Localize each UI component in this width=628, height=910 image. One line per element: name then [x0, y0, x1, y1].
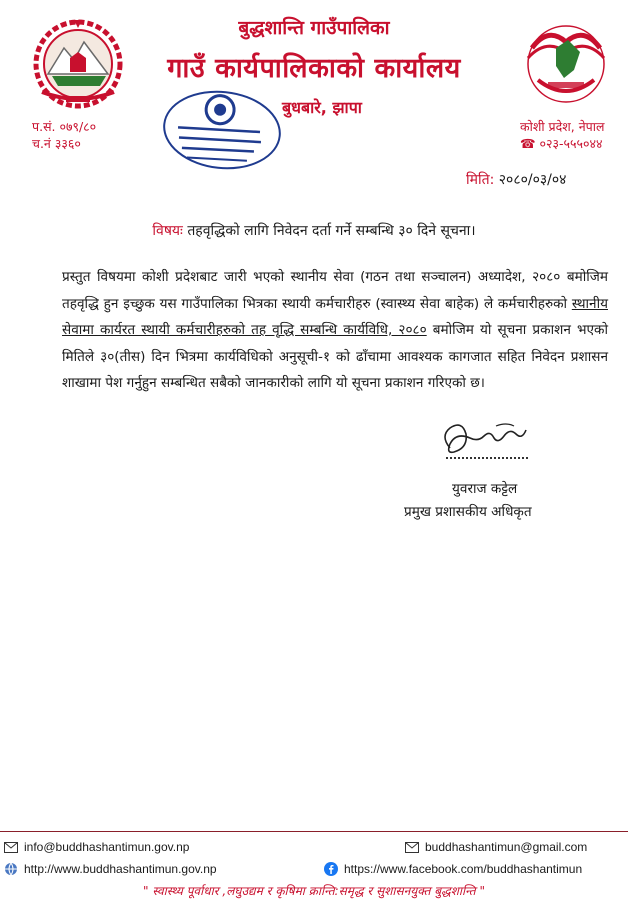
website-link[interactable]: http://www.buddhashantimun.gov.np — [24, 862, 217, 876]
office-stamp-icon — [156, 82, 288, 179]
footer-gmail — [405, 840, 587, 854]
subject-label: विषयः — [152, 223, 183, 239]
globe-icon — [4, 862, 18, 876]
date-label: मिति: — [466, 172, 495, 188]
footer-slogan: " स्वास्थ्य पूर्वाधार ,लघुउद्यम र कृषिमा क्रान्ति:समृद्ध र सुशासनयुक्त बुद्धशान्ति " — [143, 884, 485, 898]
footer-email — [4, 840, 189, 854]
mail-icon — [4, 842, 18, 853]
body-part-3: बमोजिम यो सूचना प्रकाशन भएको मितिले ३०(तीस) दिन भित्रमा कार्यविधिको अनुसूची-१ को ढाँचामा आवश्यक कागजात सहित निवेदन प्रशासन शाखामा पेश गर्नुहुन सम्बन्धित सबैको जानकारीको लागि यो सूचना प्रकाशन गरिएको छ। — [62, 322, 608, 391]
dispatch-number: च.नं ३३६० — [32, 136, 81, 151]
footer-divider — [0, 831, 628, 832]
municipality-name: बुद्धशान्ति गाउँपालिका — [238, 17, 390, 39]
signer-name: युवराज कट्टेल — [452, 481, 518, 497]
subject-line — [0, 221, 628, 240]
date-value: २०८०/०३/०४ — [498, 172, 567, 188]
footer-facebook — [324, 862, 582, 876]
mail-icon — [405, 842, 419, 853]
office-name: गाउँ कार्यपालिकाको कार्यालय — [167, 53, 461, 84]
facebook-icon — [324, 862, 338, 876]
facebook-link[interactable]: https://www.facebook.com/buddhashantimun — [344, 862, 583, 876]
letter-date — [466, 170, 566, 189]
notice-body — [62, 264, 608, 397]
signature-line — [446, 457, 528, 459]
footer-website — [4, 862, 217, 876]
signer-title: प्रमुख प्रशासकीय अधिकृत — [404, 504, 532, 520]
subject-text: तहवृद्धिको लागि निवेदन दर्ता गर्ने सम्बन्धि ३० दिने सूचना। — [187, 223, 476, 239]
office-address: बुधबारे, झापा — [282, 98, 362, 117]
gmail-link[interactable]: buddhashantimun@gmail.com — [425, 840, 588, 854]
body-part-1: प्रस्तुत विषयमा कोशी प्रदेशबाट जारी भएको स्थानीय सेवा (गठन तथा सञ्चालन) अध्यादेश, २०८० बमोजिम तहवृद्धि हुन इच्छुक यस गाउँपालिका भित्रका स्थायी कर्मचारीहरु (स्वास्थ्य सेवा बाहेक) ले कर्मचारीहरुको — [62, 269, 608, 312]
body-part-underlined: स्थानीय सेवामा कार्यरत स्थायी कर्मचारीहरुको तह वृद्धि सम्बन्धि कार्यविधि, २०८० — [62, 295, 608, 338]
email-link[interactable]: info@buddhashantimun.gov.np — [24, 840, 190, 854]
province-label: कोशी प्रदेश, नेपाल — [520, 119, 605, 134]
reference-number: प.सं. ०७९/८० — [32, 119, 97, 134]
phone-number: ☎ ०२३-५५५०४४ — [520, 136, 603, 151]
